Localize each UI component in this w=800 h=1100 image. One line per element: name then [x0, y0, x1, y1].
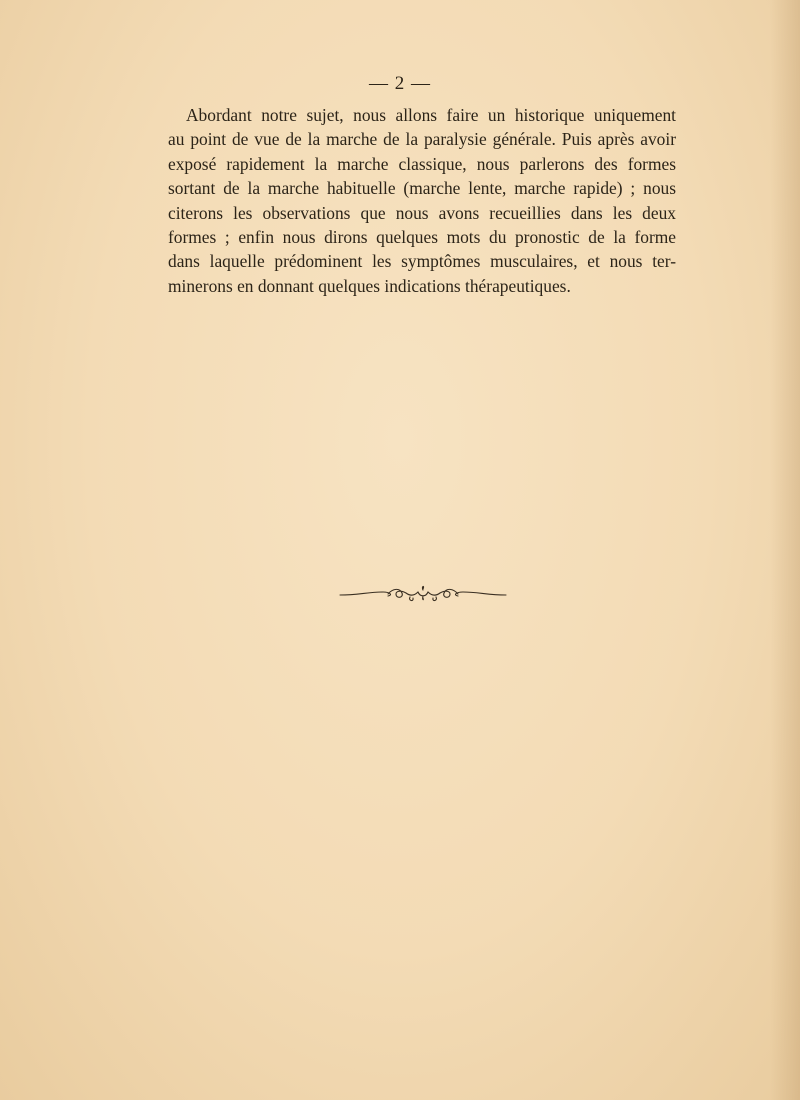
paragraph-line: minerons en donnant quelques indications thérapeutiques. [168, 275, 571, 296]
page-edge-shadow [770, 0, 800, 1100]
page-number: — 2 — [369, 73, 431, 94]
paragraph-line: Abordant notre sujet, nous allons faire un historique uniquement [186, 105, 676, 125]
paragraph-line: formes ; enfin nous dirons quelques mots du pronostic de la forme [168, 227, 676, 248]
paragraph-line: au point de vue de la marche de la paralysie générale. Puis après avoir [168, 129, 676, 150]
paragraph-line: exposé rapidement la marche classique, nous parlerons des formes [168, 153, 676, 174]
paragraph-line: dans laquelle prédominent les symptômes musculaires, et nous ter- [168, 251, 676, 272]
decorative-flourish-icon [338, 583, 508, 605]
paragraph-line: sortant de la marche habituelle (marche lente, marche rapide) ; nous [168, 178, 676, 199]
paragraph-line: citerons les observations que nous avons recueillies dans les deux [168, 202, 676, 223]
body-paragraph [168, 103, 676, 298]
